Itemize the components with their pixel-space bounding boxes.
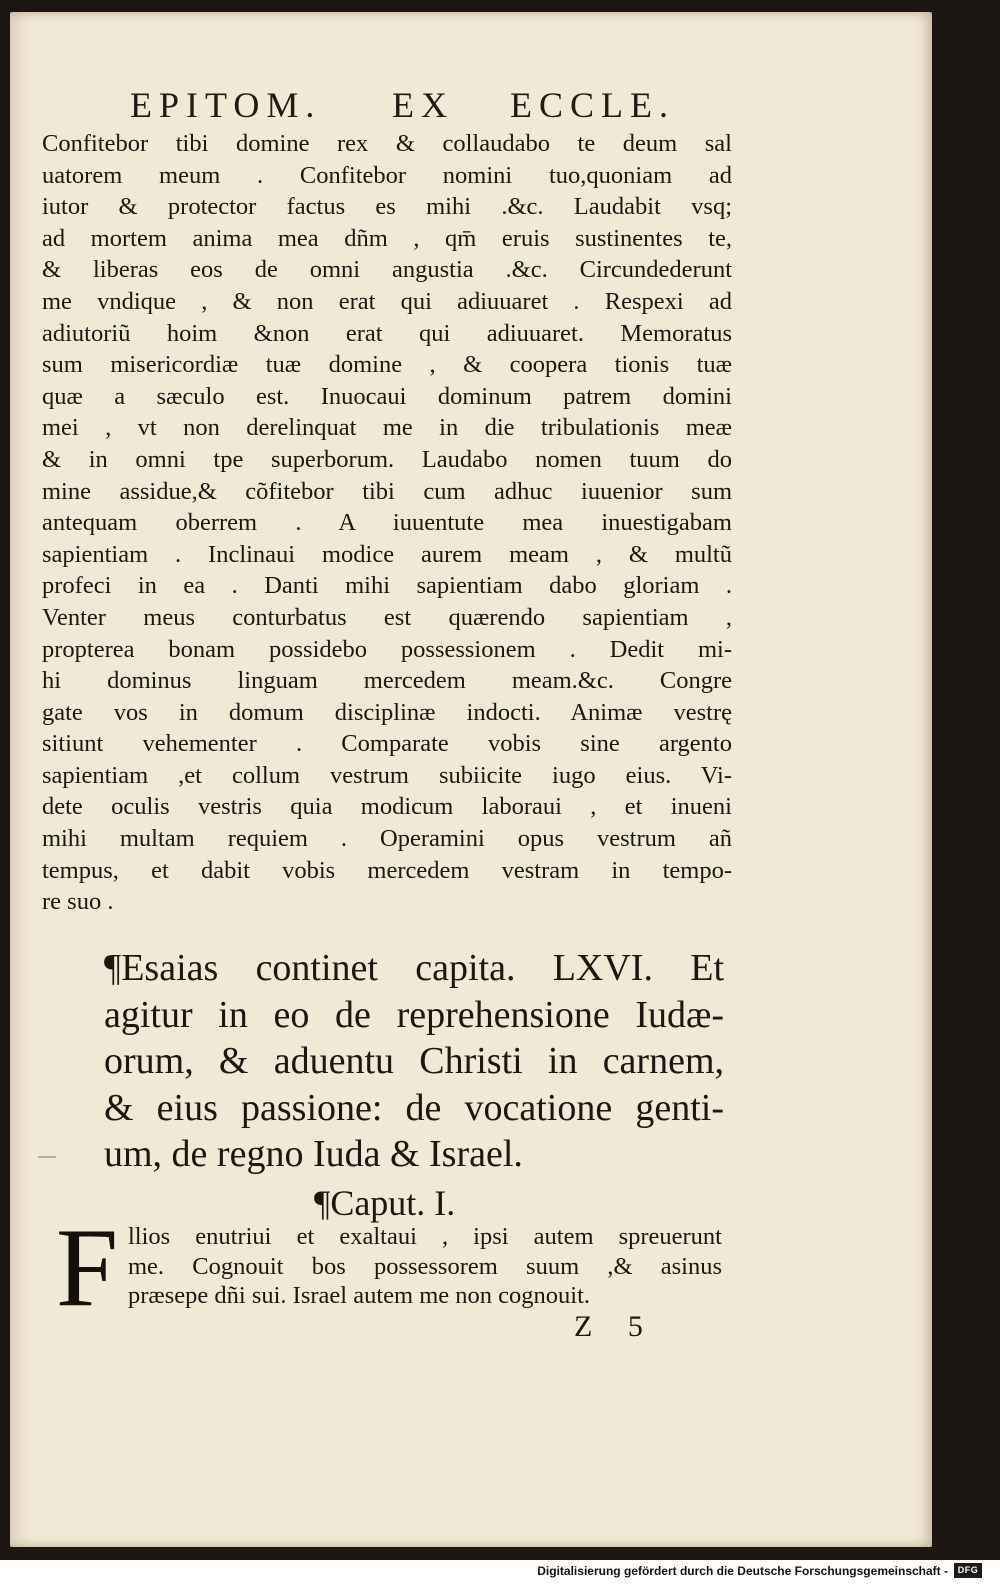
text-line: sitiunt vehementer . Comparate vobis sine argento — [42, 730, 732, 758]
text-line: me vndique , & non erat qui adiuuaret . Respexi ad — [42, 287, 732, 315]
summary-line: um, de regno Iuda & Israel. — [104, 1133, 523, 1175]
text-line: dete oculis vestris quia modicum laboraui , et inueni — [42, 793, 732, 821]
body-text — [42, 128, 732, 918]
text-line: adiutoriũ hoim &non erat qui adiuuaret. Memoratus — [42, 319, 732, 347]
margin-mark — [38, 1156, 56, 1158]
text-line: profeci in ea . Danti mihi sapientiam dabo gloriam . — [42, 572, 732, 600]
text-line: Venter meus conturbatus est quærendo sapientiam , — [42, 603, 732, 631]
text-line: tempus, et dabit vobis mercedem vestram in tempo- — [42, 856, 732, 884]
text-line: antequam oberrem . A iuuentute mea inuestigabam — [42, 509, 732, 537]
text-line: mine assidue,& cõfitebor tibi cum adhuc iuuenior sum — [42, 477, 732, 505]
header-left: EPITOM. — [130, 85, 322, 125]
dfg-logo: DFG — [954, 1563, 982, 1578]
text-line: Confitebor tibi domine rex & collaudabo te deum sal — [42, 130, 732, 157]
summary-line: & eius passione: de vocatione genti- — [104, 1086, 724, 1129]
text-line: propterea bonam possidebo possessionem . Dedit mi- — [42, 635, 732, 663]
text-line: & liberas eos de omni angustia .&c. Circundederunt — [42, 256, 732, 284]
text-line: re suo . — [42, 888, 114, 916]
text-line: & in omni tpe superborum. Laudabo nomen tuum do — [42, 445, 732, 473]
summary-line: ¶Esaias continet capita. LXVI. Et — [104, 947, 724, 989]
signature-mark: Z 5 — [574, 1310, 657, 1343]
header-right: ECCLE. — [510, 85, 675, 125]
chapter-line: me. Cognouit bos possessorem suum ,& asinus — [128, 1252, 722, 1280]
chapter-line: llios enutriui et exaltaui , ipsi autem spreuerunt — [128, 1223, 722, 1250]
drop-capital: F — [55, 1206, 119, 1330]
text-line: hi dominus linguam mercedem meam.&c. Congre — [42, 667, 732, 695]
text-line: sapientiam . Inclinaui modice aurem meam , & multũ — [42, 540, 732, 568]
text-line: sum misericordiæ tuæ domine , & coopera tionis tuæ — [42, 351, 732, 379]
running-header — [130, 84, 730, 128]
summary-line: orum, & aduentu Christi in carnem, — [104, 1040, 724, 1082]
summary-line: agitur in eo de reprehensione Iudæ- — [104, 993, 724, 1036]
chapter-heading: ¶Caput. I. — [314, 1183, 456, 1223]
text-line: mei , vt non derelinquat me in die tribulationis meæ — [42, 414, 732, 442]
text-line: gate vos in domum disciplinæ indocti. Animæ vestrę — [42, 698, 732, 726]
footer-credit: Digitalisierung gefördert durch die Deutsche Forschungsgemeinschaft - — [537, 1564, 948, 1578]
text-line: iutor & protector factus es mihi .&c. Laudabit vsq; — [42, 193, 732, 221]
text-line: uatorem meum . Confitebor nomini tuo,quoniam ad — [42, 161, 732, 189]
chapter-line: præsepe dñi sui. Israel autem me non cognouit. — [128, 1282, 590, 1309]
text-line: quæ a sæculo est. Inuocaui dominum patrem domini — [42, 382, 732, 410]
header-mid: EX — [392, 85, 454, 125]
chapter-text — [128, 1222, 722, 1311]
book-summary — [104, 945, 724, 1178]
text-line: mihi multam requiem . Operamini opus vestrum añ — [42, 825, 732, 853]
text-line: ad mortem anima mea dñm , qm̄ eruis sustinentes te, — [42, 224, 732, 252]
text-line: sapientiam ,et collum vestrum subiicite iugo eius. Vi- — [42, 761, 732, 789]
